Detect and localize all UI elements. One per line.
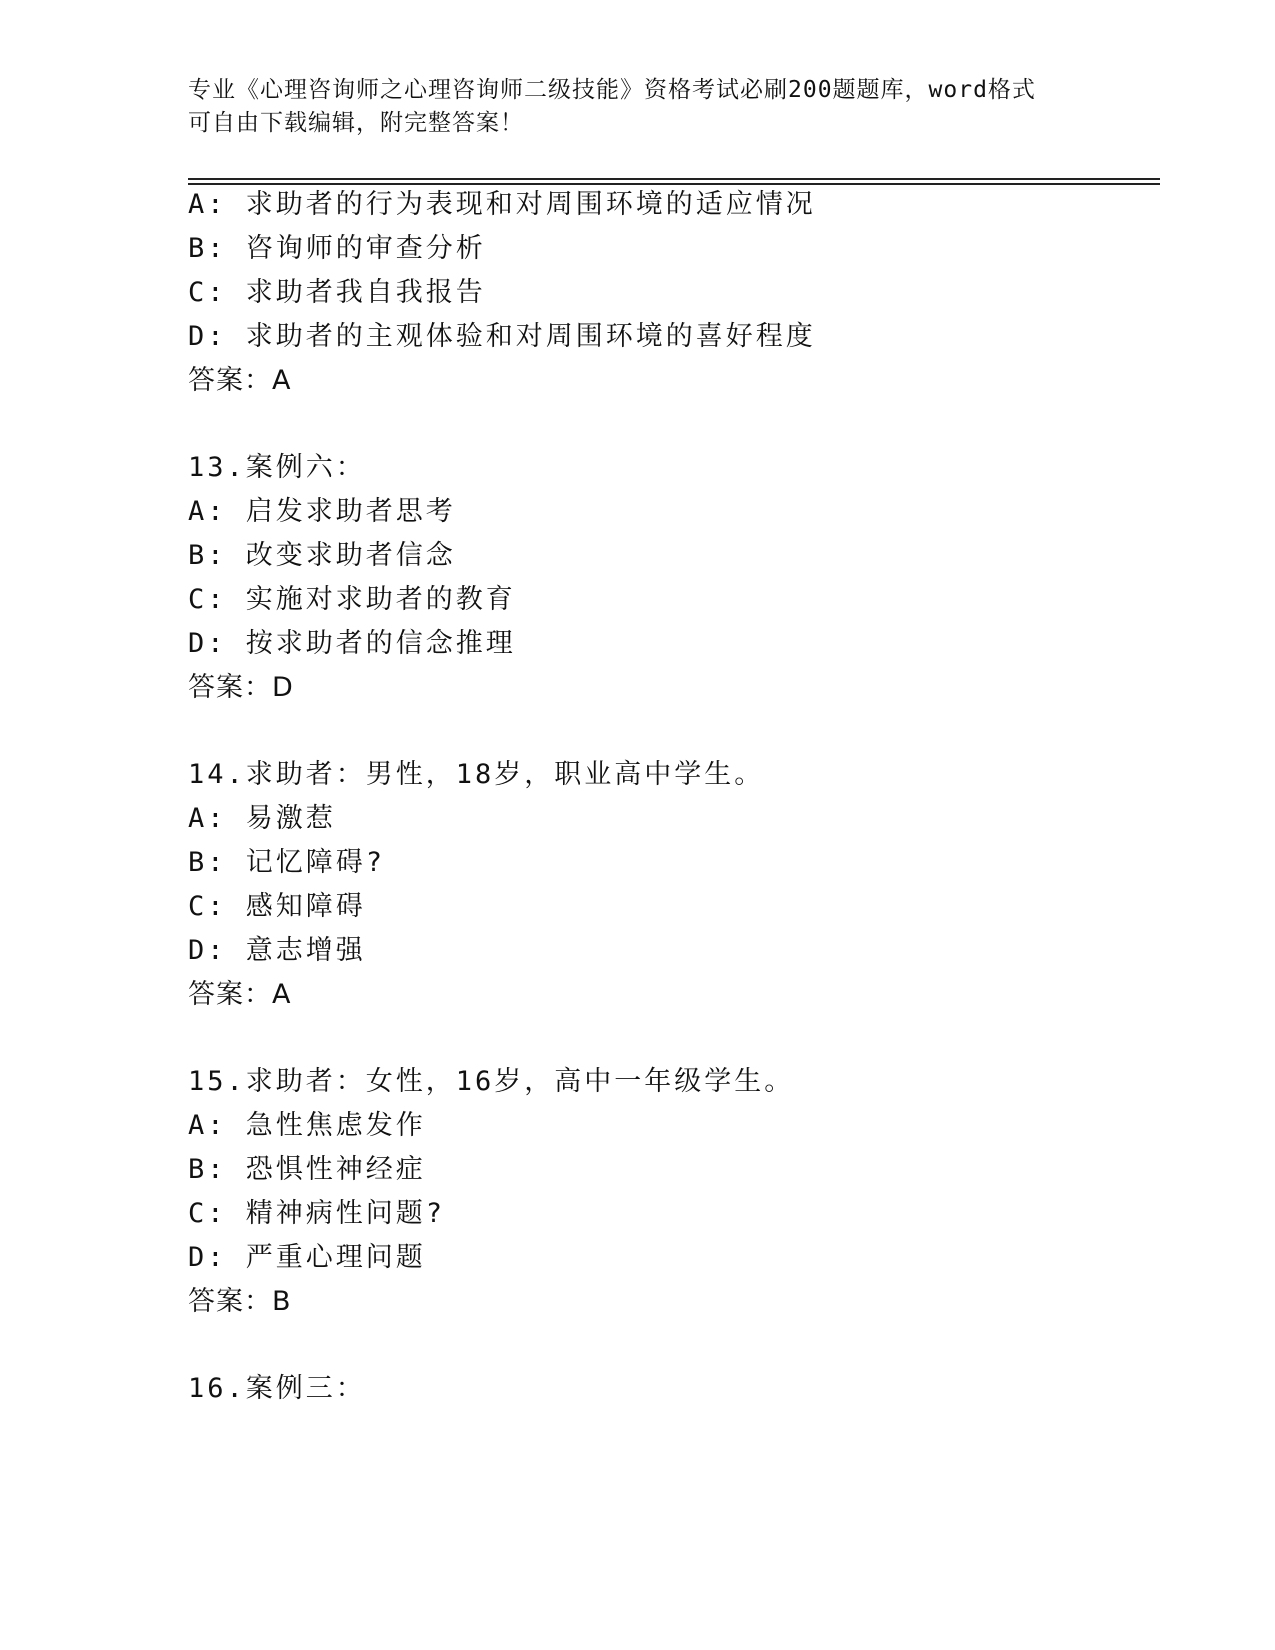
q12-option-d: D: 求助者的主观体验和对周围环境的喜好程度 [188,321,816,352]
document-header [188,74,1088,140]
header-divider-top [188,178,1160,180]
q14-answer: 答案：A [188,979,292,1010]
q12-option-c: C: 求助者我自我报告 [188,277,486,308]
q15-stem: 15.求助者：女性，16岁，高中一年级学生。 [188,1066,795,1097]
q13-option-d: D: 按求助者的信念推理 [188,628,516,659]
q15-option-c: C: 精神病性问题? [188,1198,446,1229]
q14-stem: 14.求助者：男性，18岁，职业高中学生。 [188,759,765,790]
q12-option-b: B: 咨询师的审查分析 [188,233,486,264]
q15-option-a: A: 急性焦虑发作 [188,1110,426,1141]
q14-option-d: D: 意志增强 [188,935,366,966]
q16-stem: 16.案例三： [188,1373,366,1404]
header-divider-bottom [188,183,1160,185]
q12-answer: 答案：A [188,365,292,396]
q15-option-b: B: 恐惧性神经症 [188,1154,426,1185]
q13-answer: 答案：D [188,672,294,703]
q13-option-c: C: 实施对求助者的教育 [188,584,516,615]
q14-option-c: C: 感知障碍 [188,891,366,922]
q15-answer: 答案：B [188,1286,292,1317]
q13-option-a: A: 启发求助者思考 [188,496,456,527]
q14-option-b: B: 记忆障碍? [188,847,386,878]
header-title-line1: 专业《心理咨询师之心理咨询师二级技能》资格考试必刷200题题库，word格式 [188,77,1036,103]
q12-option-a: A: 求助者的行为表现和对周围环境的适应情况 [188,189,816,220]
q13-option-b: B: 改变求助者信念 [188,540,456,571]
q13-stem: 13.案例六： [188,452,366,483]
q15-option-d: D: 严重心理问题 [188,1242,426,1273]
header-title-line2: 可自由下载编辑，附完整答案！ [188,110,524,136]
q14-option-a: A: 易激惹 [188,803,336,834]
